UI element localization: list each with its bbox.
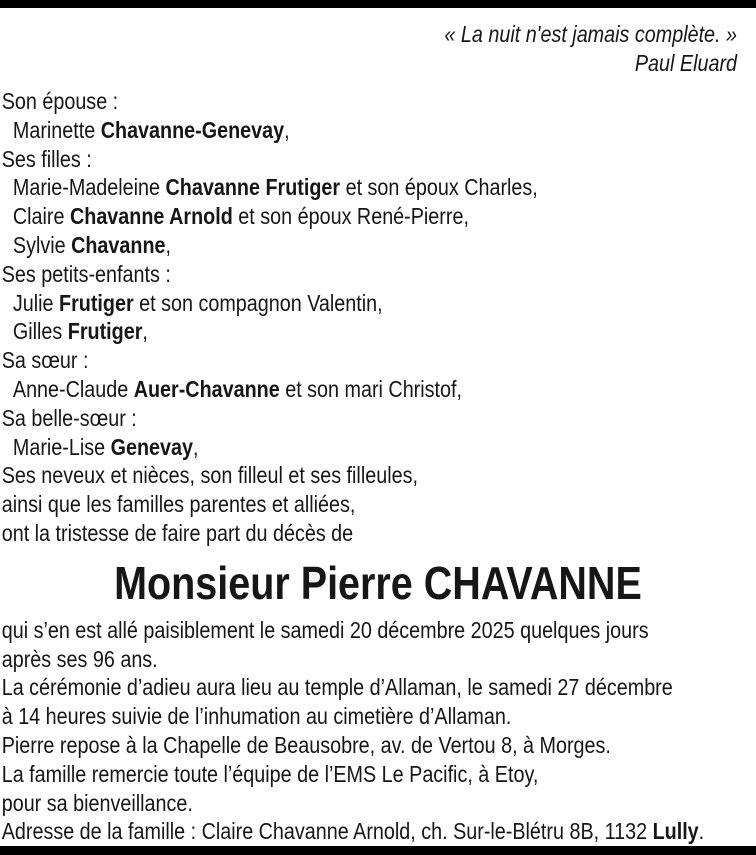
announcement-text	[0, 616, 756, 846]
epigraph	[0, 8, 756, 78]
text-line: Sylvie Chavanne,	[12, 231, 172, 258]
notice-content	[0, 8, 756, 846]
top-rule	[0, 0, 756, 8]
text-line: Marinette Chavanne-Genevay,	[12, 116, 290, 143]
text-line: Marie-Lise Genevay,	[12, 433, 199, 460]
text-line: à 14 heures suivie de l’inhumation au cimetière d’Allaman.	[1, 703, 512, 730]
text-line: ainsi que les familles parentes et alliées,	[1, 491, 356, 518]
text-line: Gilles Frutiger,	[12, 318, 148, 345]
text-line: pour sa bienveillance.	[1, 789, 193, 816]
text-line: après ses 96 ans.	[1, 645, 158, 672]
bottom-rule	[0, 846, 756, 855]
text-line: La famille remercie toute l’équipe de l’EMS Le Pacific, à Etoy,	[1, 760, 539, 787]
text-line: Anne-Claude Auer-Chavanne et son mari Christof,	[12, 375, 462, 402]
text-line: Ses neveux et nièces, son filleul et ses filleules,	[1, 462, 418, 489]
quote-author: Paul Eluard	[634, 50, 738, 76]
quote-text: « La nuit n'est jamais complète. »	[444, 21, 738, 47]
family-list	[0, 87, 756, 548]
text-line: Sa sœur :	[1, 347, 89, 374]
text-line: Claire Chavanne Arnold et son époux René-Pierre,	[12, 203, 469, 230]
text-line: qui s’en est allé paisiblement le samedi 20 décembre 2025 quelques jours	[1, 616, 649, 643]
text-line: Pierre repose à la Chapelle de Beausobre, av. de Vertou 8, à Morges.	[1, 731, 611, 758]
text-line: Ses petits-enfants :	[1, 260, 171, 287]
text-line: La cérémonie d’adieu aura lieu au temple d’Allaman, le samedi 27 décembre	[1, 674, 673, 701]
text-line: Sa belle-sœur :	[1, 404, 137, 431]
deceased-name-title: Monsieur Pierre CHAVANNE	[114, 556, 642, 609]
text-line: Marie-Madeleine Chavanne Frutiger et son époux Charles,	[12, 174, 538, 201]
text-line: Son épouse :	[1, 88, 119, 114]
text-line: Julie Frutiger et son compagnon Valentin,	[12, 289, 383, 316]
text-line: Adresse de la famille : Claire Chavanne Arnold, ch. Sur-le-Blétru 8B, 1132 Lully.	[1, 818, 705, 845]
text-line: Ses filles :	[1, 145, 92, 172]
text-line: ont la tristesse de faire part du décès de	[1, 519, 354, 546]
